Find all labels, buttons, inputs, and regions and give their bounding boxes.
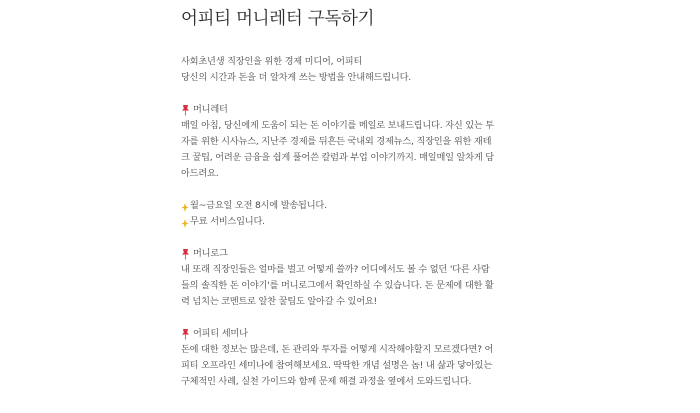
section-heading-label: 머니로그 — [193, 248, 228, 259]
body-line: 아드려요. — [181, 168, 219, 179]
sparkles-icon — [181, 202, 189, 212]
body-line: 자를 위한 시사뉴스, 지난주 경제를 뒤흔든 국내외 경제뉴스, 직장인을 위한 재테 — [181, 136, 492, 147]
schedule-section — [181, 198, 526, 230]
section-heading — [181, 102, 526, 118]
schedule-line — [181, 214, 526, 230]
body-line: 들의 솔직한 돈 이야기'를 머니로그에서 확인하실 수 있습니다. 돈 문제에 대한 활 — [181, 280, 494, 291]
body-line: 매일 아침, 당신에게 도움이 되는 돈 이야기를 메일로 보내드립니다. 자신 있는 투 — [181, 120, 494, 131]
section-heading-label: 머니레터 — [193, 104, 228, 115]
intro-section — [181, 54, 526, 86]
pushpin-icon — [181, 328, 190, 340]
moneylog-section — [181, 246, 526, 310]
page-title: 어피티 머니레터 구독하기 — [181, 9, 375, 29]
body-line: 구체적인 사례, 실천 가이드와 함께 문제 해결 과정을 옆에서 도와드립니다. — [181, 376, 472, 387]
pushpin-icon — [181, 248, 190, 260]
intro-line: 당신의 시간과 돈을 더 알차게 쓰는 방법을 안내해드립니다. — [181, 72, 411, 83]
sparkles-icon — [181, 218, 189, 228]
newsletter-section — [181, 102, 526, 182]
schedule-line — [181, 198, 526, 214]
body-line: 피티 오프라인 세미나에 참여해보세요. 딱딱한 개념 설명은 놉! 내 삶과 닿아있는 — [181, 360, 493, 371]
section-heading — [181, 246, 526, 262]
body-line: 력 넘치는 코멘트로 알찬 꿀팁도 알아갈 수 있어요! — [181, 296, 378, 307]
section-heading-label: 어피티 세미나 — [193, 328, 248, 339]
body-line: 돈에 대한 정보는 많은데, 돈 관리와 투자를 어떻게 시작해야할지 모르겠다면? 어 — [181, 344, 494, 355]
body-line: 크 꿀팁, 어려운 금융을 쉽게 풀어쓴 칼럼과 부업 이야기까지. 매일매일 알차게 담 — [181, 152, 494, 163]
section-heading — [181, 326, 526, 342]
schedule-text: 월~금요일 오전 8시에 발송됩니다. — [190, 200, 327, 211]
body-line: 내 또래 직장인들은 얼마를 벌고 어떻게 쓸까? 어디에서도 볼 수 없던 '다른 사람 — [181, 264, 490, 275]
intro-line: 사회초년생 직장인을 위한 경제 미디어, 어피티 — [181, 56, 363, 67]
seminar-section — [181, 326, 526, 390]
schedule-text: 무료 서비스입니다. — [190, 216, 265, 227]
page-content — [181, 0, 526, 390]
pushpin-icon — [181, 104, 190, 116]
